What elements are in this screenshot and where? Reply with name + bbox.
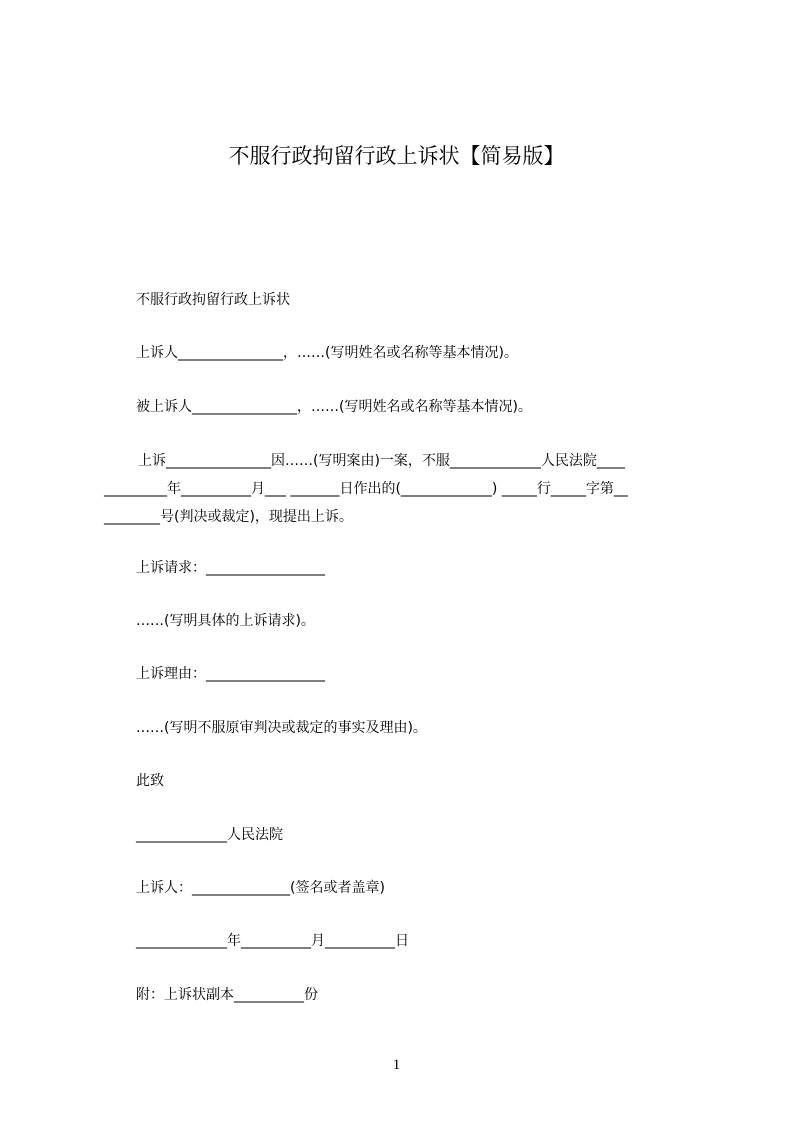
document-title: 不服行政拘留行政上诉状【简易版】 xyxy=(228,144,565,168)
page-number: 1 xyxy=(392,1057,401,1073)
appeal-request-label: 上诉请求：_________________ xyxy=(136,560,325,576)
appeal-reason-detail: ……(写明不服原审判决或裁定的事实及理由)。 xyxy=(136,720,427,736)
appellee-line: 被上诉人_______________，……(写明姓名或名称等基本情况)。 xyxy=(136,399,532,415)
court-line: _____________人民法院 xyxy=(136,827,283,843)
appellant-line: 上诉人_______________，……(写明姓名或名称等基本情况)。 xyxy=(136,345,518,361)
appeal-paragraph-row-2: _________年__________月___ _______日作出的(_____________) _____行_____字第__ xyxy=(104,481,628,497)
document-heading: 不服行政拘留行政上诉状 xyxy=(136,292,290,308)
salutation: 此致 xyxy=(136,773,164,789)
appeal-request-detail: ……(写明具体的上诉请求)。 xyxy=(136,613,315,629)
appeal-paragraph-row-3: ________号(判决或裁定)，现提出上诉。 xyxy=(104,509,353,525)
appeal-paragraph-row-1: 上诉_______________因……(写明案由)一案，不服_____________人民法院____ xyxy=(138,453,625,469)
signature-line: 上诉人：______________(签名或者盖章) xyxy=(136,880,385,896)
appeal-reason-label: 上诉理由：_________________ xyxy=(136,666,325,682)
appeal-paragraph xyxy=(104,451,704,535)
date-line: _____________年__________月__________日 xyxy=(136,933,409,949)
attachment-line: 附：上诉状副本__________份 xyxy=(136,987,318,1003)
